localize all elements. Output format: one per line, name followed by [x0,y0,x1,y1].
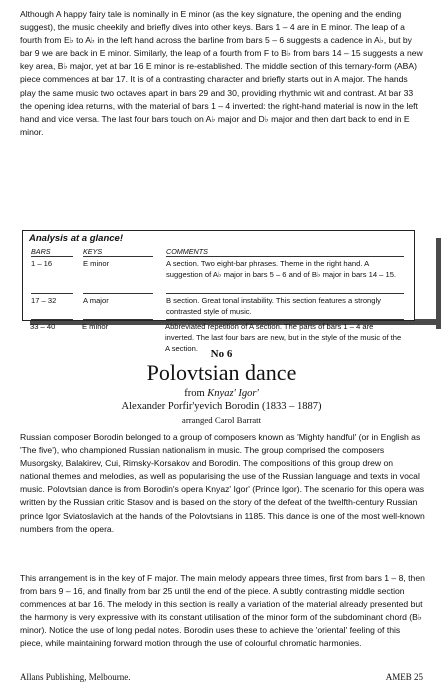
body-text-1 [20,431,425,536]
analysis-box-shadow-right [436,238,441,329]
row-3-comment: Abbreviated repetition of A section. The parts of bars 1 – 4 are inverted. The last four bars are new, but in the style of the music of the A section. [165,322,402,353]
rule-row-1-keys [83,293,153,294]
piece-source-prefix: from [184,388,208,399]
row-3-key: E minor [82,322,109,331]
body-paragraph-2: This arrangement is in the key of F major. The main melody appears three times, first from bars 1 – 8, then from bars 9 – 16, and finally from bar 25 until the end of the piece. A subtly contrasting middle section commences at bar 16. The melody in this section is really a variation of the material already presented but the harmony is very expressive with its constant utilisation of the minor form of the subdominant chord (B♭ minor). Notice the use of long pedal notes. Borodin uses these to achieve the 'oriental' feeling of this piece, while maintaining forward motion through the use of colourful chromatic harmonies. [20,573,425,649]
piece-source-title: Knyaz' Igor' [207,388,259,399]
rule-row-2-comments [166,319,404,320]
body-paragraph-1: Russian composer Borodin belonged to a group of composers known as 'Mighty handful' (or in English as 'The five'), who championed Russian nationalism in music. The group comprised the composers Musorgsky, Balakirev, Cui, Rimsky-Korsakov and Borodin. The compositions of this group drew on national themes and melodies, as well as popularising the use of the Russian language and texts in vocal music. Polovtsian dance is from Borodin's opera Knyaz' Igor' (Prince Igor). The scenario for this opera was written by the Russian critic Stasov and is based on the story of the defeat of the twelfth-century Russian prince Igor Sviatoslavich at the hands of the Polovtsians in 1185. This dance is one of the most well-known numbers from the opera. [20,432,425,534]
rule-row-1-bars [31,293,73,294]
intro-text [20,8,425,139]
row-3-bars: 33 – 40 [30,322,56,331]
header-bars: BARS [31,247,51,256]
piece-arranger: arranged Carol Barratt [181,415,262,425]
footer-publisher: Allans Publishing, Melbourne. [20,672,131,682]
rule-comments-header [166,256,404,257]
rule-row-2-bars [31,319,73,320]
piece-title: Polovtsian dance [146,360,297,385]
piece-source [0,388,443,399]
rule-keys-header [83,256,153,257]
piece-number: No 6 [210,348,233,360]
rule-row-2-keys [83,319,153,320]
intro-paragraph: Although A happy fairy tale is nominally in E minor (as the key signature, the opening and the ending suggest), the music cheekily and briefly dives into other keys. Bars 1 – 4 are in E minor. The leap of a fourth from E♭ to A♭ in the left hand across the barline from bars 5 – 6 suggests a cadence in A♭, but by bar 9 we are back in E minor. Similarly, the leap of a fourth from F to B♭ from bars 14 – 15 suggests a new key area, B♭ major, yet at bar 16 E minor is re-established. The middle section of this ternary-form (ABA) piece commences at bar 17. It is of a contrasting character and briefly starts out in A major. The hands play the same music two octaves apart in bars 29 and 30, providing rhythmic wit and contrast. At bar 33 the opening idea returns, with the material of bars 1 – 4 inverted: the right-hand material is now in the left hand and vice versa. The last four bars touch on A♭ major and D♭ major and then dart back to end in E minor. [20,9,423,137]
body-text-2 [20,572,425,651]
piece-composer: Alexander Porfir'yevich Borodin (1833 – 1887) [121,401,322,412]
rule-row-1-comments [166,293,404,294]
row-1-key: E minor [83,259,110,268]
row-2-key: A major [83,296,109,305]
row-2-bars: 17 – 32 [31,296,57,305]
analysis-box [22,230,415,321]
header-comments: COMMENTS [166,247,208,256]
row-2-comment: B section. Great tonal instability. This section features a strongly contrasted style of music. [166,296,381,316]
analysis-title: Analysis at a glance! [29,233,123,244]
rule-bars-header [31,256,73,257]
row-1-comment: A section. Two eight-bar phrases. Theme in the right hand. A suggestion of A♭ major in bars 5 – 6 and of B♭ major in bars 14 – 15. [166,259,397,279]
header-keys: KEYS [83,247,103,256]
row-1-bars: 1 – 16 [31,259,53,268]
footer-page-label: AMEB 25 [385,672,423,682]
